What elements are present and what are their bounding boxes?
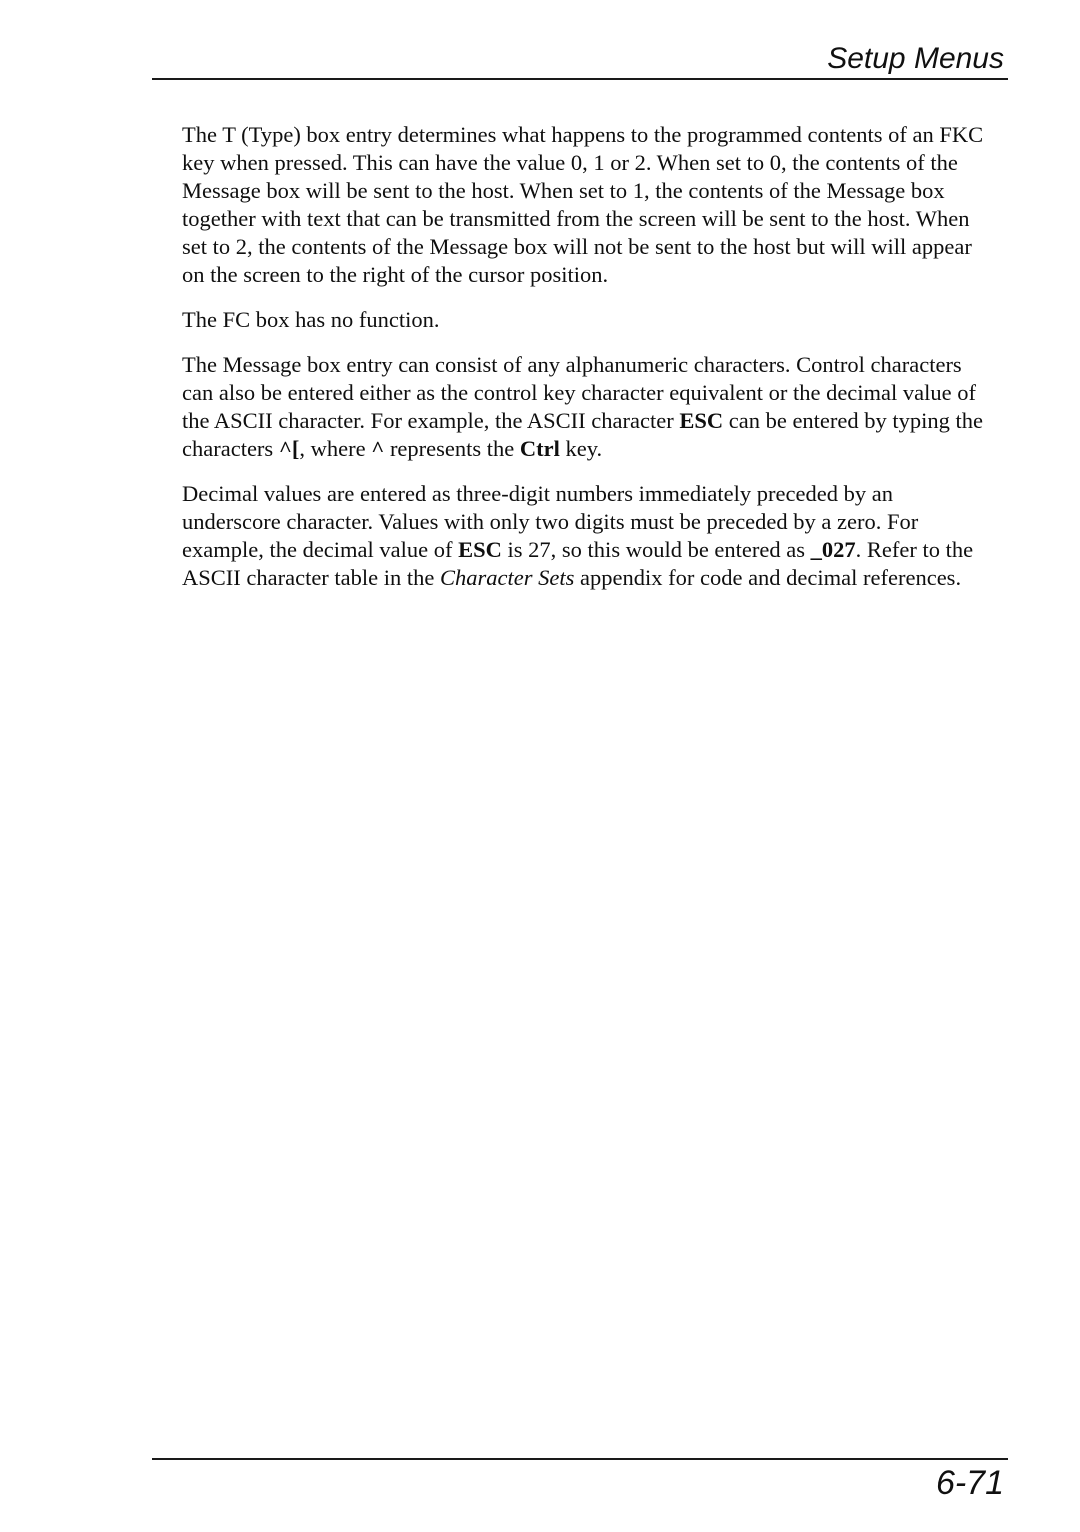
text-run: Character Sets [440,565,575,590]
text-run: represents the [384,436,520,461]
paragraph [182,121,988,289]
text-run: The Message box entry can consist of any alphanumeric characters. Control characters can also be entered either as the control key character equivalent or the decimal value of the ASCII character. For example, the ASCII character [182,352,976,433]
header-rule [152,78,1008,80]
text-run: _027 [810,537,856,562]
document-body [182,121,988,609]
text-run: ESC [679,408,724,433]
footer-rule [152,1458,1008,1460]
page-number: 6-71 [935,1464,1004,1502]
page-header-title: Setup Menus [827,42,1004,75]
text-run: ^ [371,436,385,461]
text-run: , where [299,436,372,461]
text-run: . Refer to the ASCII character table in the [182,537,974,590]
text-run: The FC box has no function. [182,307,440,332]
text-run: appendix for code and decimal references. [574,565,962,590]
text-run: ^[ [278,436,300,461]
text-run: Ctrl [519,436,560,461]
paragraph [182,480,988,592]
text-run: key. [559,436,603,461]
paragraph [182,306,988,334]
text-run: The T (Type) box entry determines what happens to the programmed contents of an FKC key when pressed. This can have the value 0, 1 or 2. When set to 0, the contents of the Message box will be sent to the host. When set to 1, the contents of the Message box together with text that can be transmitted from the screen will be sent to the host. When set to 2, the contents of the Message box will not be sent to the host but will will appear on the screen to the right of the cursor position. [182,122,984,287]
text-run: Decimal values are entered as three-digit numbers immediately preceded by an underscore character. Values with only two digits must be preceded by a zero. For example, the decimal value of [182,481,919,562]
text-run: is 27, so this would be entered as [501,537,811,562]
text-run: ESC [458,537,502,562]
text-run: can be entered by typing the characters [182,408,984,461]
paragraph [182,351,988,463]
